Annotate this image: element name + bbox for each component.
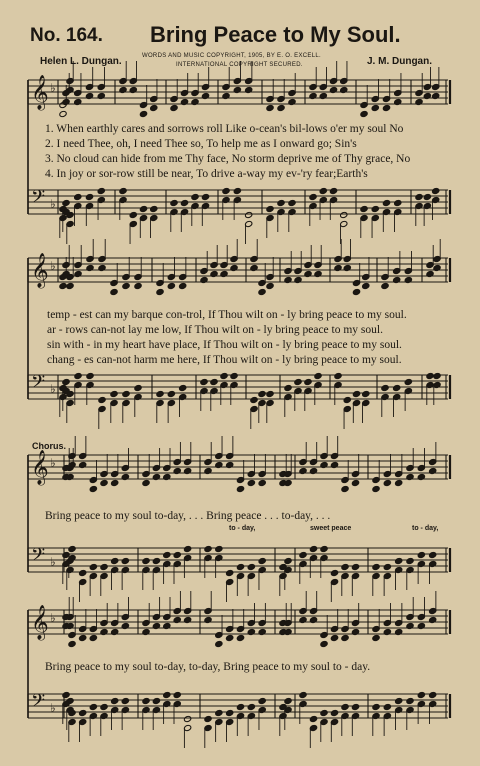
note-head bbox=[417, 473, 425, 480]
note-head bbox=[404, 378, 412, 385]
note-head bbox=[426, 270, 434, 277]
note-head bbox=[204, 545, 212, 552]
note-head bbox=[299, 691, 307, 698]
note-head bbox=[184, 616, 192, 623]
note-head bbox=[236, 563, 244, 570]
note-head bbox=[142, 479, 150, 486]
note-head bbox=[98, 396, 106, 403]
note-head bbox=[222, 187, 230, 194]
note-head bbox=[426, 372, 434, 379]
note-head bbox=[382, 199, 390, 206]
note-head bbox=[210, 270, 218, 277]
note-head bbox=[394, 199, 402, 206]
treble-clef-icon: 𝄞 bbox=[31, 605, 49, 640]
note-head bbox=[304, 378, 312, 385]
note-head bbox=[215, 640, 223, 647]
note-head bbox=[119, 86, 127, 93]
bass-clef-icon: 𝄢 bbox=[31, 691, 46, 716]
note-head bbox=[86, 372, 94, 379]
bass-clef-icon: 𝄢 bbox=[31, 372, 46, 397]
note-head bbox=[236, 703, 244, 710]
note-head bbox=[258, 697, 266, 704]
note-head bbox=[97, 187, 105, 194]
note-head bbox=[309, 616, 317, 623]
flat-sign-icon: ♭ bbox=[50, 701, 56, 715]
flat-sign-icon: ♭ bbox=[50, 611, 56, 625]
flat-sign-icon: ♭ bbox=[50, 259, 56, 273]
note-head bbox=[215, 709, 223, 716]
lyricist-credit: Helen L. Dungan. bbox=[40, 56, 122, 67]
note-head bbox=[383, 628, 391, 635]
note-head bbox=[167, 390, 175, 397]
note-head bbox=[314, 270, 322, 277]
verse-2-line-b: ar - rows can-not lay me low, If Thou wilt on - ly bring peace to my soul. bbox=[47, 324, 383, 336]
note-head bbox=[329, 187, 337, 194]
note-head bbox=[330, 634, 338, 641]
chorus-lyric-line-1: Bring peace to my soul to-day, . . . Bring peace . . . to-day, . . . bbox=[45, 510, 331, 522]
note-head bbox=[201, 193, 209, 200]
hymn-title: Bring Peace to My Soul. bbox=[150, 22, 401, 47]
note-head bbox=[110, 288, 118, 295]
note-head bbox=[200, 378, 208, 385]
note-head bbox=[429, 691, 437, 698]
note-head bbox=[173, 551, 181, 558]
chorus-bass-lyric-b: sweet peace bbox=[310, 525, 352, 532]
note-head bbox=[284, 276, 292, 283]
note-head bbox=[423, 92, 431, 99]
note-head bbox=[59, 110, 67, 117]
note-head bbox=[152, 697, 160, 704]
note-head bbox=[341, 485, 349, 492]
note-head bbox=[184, 545, 192, 552]
verse-4-line-a: 4. In joy or sor-row still be near, To drive a-way my ev-'ry fear;Earth's bbox=[45, 168, 368, 180]
note-head bbox=[406, 557, 414, 564]
note-head bbox=[258, 390, 266, 397]
note-head bbox=[142, 697, 150, 704]
note-head bbox=[258, 479, 266, 486]
bass-clef-icon: 𝄢 bbox=[31, 545, 46, 570]
note-head bbox=[417, 551, 425, 558]
note-head bbox=[220, 372, 228, 379]
note-head bbox=[284, 557, 292, 564]
treble-clef-icon: 𝄞 bbox=[31, 450, 49, 485]
note-head bbox=[334, 372, 342, 379]
note-head bbox=[121, 622, 129, 629]
note-head bbox=[139, 205, 147, 212]
note-head bbox=[134, 384, 142, 391]
note-head bbox=[382, 104, 390, 111]
note-head bbox=[309, 545, 317, 552]
note-head bbox=[180, 199, 188, 206]
note-head bbox=[371, 104, 379, 111]
note-head bbox=[429, 467, 437, 474]
note-head bbox=[74, 270, 82, 277]
note-head bbox=[320, 709, 328, 716]
note-head bbox=[191, 193, 199, 200]
note-head bbox=[247, 703, 255, 710]
flat-sign-icon: ♭ bbox=[50, 81, 56, 95]
treble-clef-icon: 𝄞 bbox=[31, 75, 49, 110]
note-head bbox=[294, 378, 302, 385]
note-head bbox=[152, 622, 160, 629]
note-head bbox=[74, 98, 82, 105]
note-head bbox=[139, 110, 147, 117]
note-head bbox=[432, 92, 440, 99]
note-head bbox=[383, 563, 391, 570]
note-head bbox=[277, 104, 285, 111]
note-head bbox=[284, 384, 292, 391]
note-head bbox=[341, 563, 349, 570]
verse-3-line-a: 3. No cloud can hide from me Thy face, No storm deprive me of Thy grace, No bbox=[45, 153, 411, 165]
note-head bbox=[395, 479, 403, 486]
note-head bbox=[309, 467, 317, 474]
note-head bbox=[66, 282, 74, 289]
note-head bbox=[247, 628, 255, 635]
note-head bbox=[110, 390, 118, 397]
note-head bbox=[381, 282, 389, 289]
note-head bbox=[85, 92, 93, 99]
note-head bbox=[119, 187, 127, 194]
note-head bbox=[97, 92, 105, 99]
note-head bbox=[121, 473, 129, 480]
note-head bbox=[121, 557, 129, 564]
note-head bbox=[100, 563, 108, 570]
note-head bbox=[432, 187, 440, 194]
note-head bbox=[330, 709, 338, 716]
note-head bbox=[226, 634, 234, 641]
note-head bbox=[423, 193, 431, 200]
note-head bbox=[343, 396, 351, 403]
note-head bbox=[341, 703, 349, 710]
note-head bbox=[68, 640, 76, 647]
treble-clef-icon: 𝄞 bbox=[31, 253, 49, 288]
note-head bbox=[62, 378, 70, 385]
note-head bbox=[351, 703, 359, 710]
note-head bbox=[156, 288, 164, 295]
note-head bbox=[134, 282, 142, 289]
note-head bbox=[201, 92, 209, 99]
note-head bbox=[299, 551, 307, 558]
note-head bbox=[245, 86, 253, 93]
note-head bbox=[319, 92, 327, 99]
note-head bbox=[334, 264, 342, 271]
verse-2-line-a: 2. I need Thee, oh, I need Thee so, To help me as I onward go; Sin's bbox=[45, 138, 357, 150]
note-head bbox=[226, 709, 234, 716]
note-head bbox=[383, 703, 391, 710]
note-head bbox=[121, 697, 129, 704]
note-head bbox=[383, 479, 391, 486]
note-head bbox=[173, 467, 181, 474]
note-head bbox=[204, 616, 212, 623]
note-head bbox=[86, 264, 94, 271]
note-head bbox=[250, 264, 258, 271]
note-head bbox=[277, 199, 285, 206]
note-head bbox=[372, 703, 380, 710]
note-head bbox=[320, 640, 328, 647]
note-head bbox=[395, 557, 403, 564]
composer-credit: J. M. Dungan. bbox=[367, 56, 432, 67]
chorus-bass-lyric-a: to - day, bbox=[229, 525, 256, 532]
note-head bbox=[62, 98, 70, 105]
note-head bbox=[111, 697, 119, 704]
note-head bbox=[111, 479, 119, 486]
note-head bbox=[173, 691, 181, 698]
note-head bbox=[179, 384, 187, 391]
note-head bbox=[79, 634, 87, 641]
note-head bbox=[372, 563, 380, 570]
note-head bbox=[415, 193, 423, 200]
note-head bbox=[129, 86, 137, 93]
note-head bbox=[150, 104, 158, 111]
note-head bbox=[352, 288, 360, 295]
note-head bbox=[170, 199, 178, 206]
note-head bbox=[150, 205, 158, 212]
note-head bbox=[163, 691, 171, 698]
note-head bbox=[417, 691, 425, 698]
note-head bbox=[184, 467, 192, 474]
flat-sign-icon: ♭ bbox=[50, 456, 56, 470]
note-head bbox=[266, 104, 274, 111]
note-head bbox=[100, 628, 108, 635]
note-head bbox=[381, 384, 389, 391]
note-head bbox=[294, 276, 302, 283]
note-head bbox=[320, 545, 328, 552]
note-head bbox=[79, 709, 87, 716]
note-head bbox=[74, 372, 82, 379]
note-head bbox=[319, 187, 327, 194]
note-head bbox=[360, 205, 368, 212]
note-head bbox=[406, 697, 414, 704]
note-head bbox=[142, 628, 150, 635]
note-head bbox=[299, 467, 307, 474]
flat-sign-icon: ♭ bbox=[50, 382, 56, 396]
note-head bbox=[329, 86, 337, 93]
note-head bbox=[220, 270, 228, 277]
note-head bbox=[258, 628, 266, 635]
flat-sign-icon: ♭ bbox=[50, 555, 56, 569]
note-head bbox=[341, 634, 349, 641]
note-head bbox=[284, 697, 292, 704]
note-head bbox=[163, 551, 171, 558]
note-head bbox=[191, 98, 199, 105]
note-head bbox=[59, 282, 67, 289]
note-head bbox=[360, 110, 368, 117]
note-head bbox=[89, 703, 97, 710]
note-head bbox=[340, 211, 348, 218]
note-head bbox=[79, 569, 87, 576]
note-head bbox=[351, 479, 359, 486]
note-head bbox=[395, 628, 403, 635]
note-head bbox=[68, 545, 76, 552]
note-head bbox=[266, 282, 274, 289]
note-head bbox=[152, 473, 160, 480]
note-head bbox=[167, 282, 175, 289]
note-head bbox=[230, 372, 238, 379]
note-head bbox=[122, 282, 130, 289]
note-head bbox=[89, 485, 97, 492]
note-head bbox=[351, 563, 359, 570]
note-head bbox=[304, 270, 312, 277]
chorus-label: Chorus. bbox=[32, 441, 67, 451]
note-head bbox=[170, 104, 178, 111]
note-head bbox=[163, 473, 171, 480]
note-head bbox=[226, 569, 234, 576]
note-head bbox=[245, 211, 253, 218]
note-head bbox=[236, 634, 244, 641]
bass-clef-icon: 𝄢 bbox=[31, 187, 46, 212]
note-head bbox=[200, 276, 208, 283]
note-head bbox=[100, 479, 108, 486]
verse-1-line-b: temp - est can my barque con-trol, If Thou wilt on - ly bring peace to my soul. bbox=[47, 309, 407, 321]
note-head bbox=[100, 703, 108, 710]
note-head bbox=[222, 92, 230, 99]
note-head bbox=[179, 282, 187, 289]
note-head bbox=[204, 467, 212, 474]
note-head bbox=[429, 551, 437, 558]
note-head bbox=[215, 461, 223, 468]
note-head bbox=[288, 98, 296, 105]
note-head bbox=[258, 288, 266, 295]
note-head bbox=[122, 390, 130, 397]
note-head bbox=[226, 461, 234, 468]
note-head bbox=[372, 485, 380, 492]
note-head bbox=[343, 264, 351, 271]
note-head bbox=[266, 205, 274, 212]
verse-1-line-a: 1. When earthly cares and sorrows roll Like o-cean's bil-lows o'er my soul No bbox=[45, 123, 404, 135]
note-head bbox=[163, 622, 171, 629]
note-head bbox=[98, 264, 106, 271]
note-head bbox=[393, 276, 401, 283]
note-head bbox=[371, 205, 379, 212]
note-head bbox=[204, 715, 212, 722]
verse-3-line-b: sin with - in my heart have place, If Thou wilt on - ly bring peace to my soul. bbox=[47, 339, 402, 351]
note-head bbox=[173, 616, 181, 623]
note-head bbox=[266, 390, 274, 397]
note-head bbox=[62, 199, 70, 206]
note-head bbox=[433, 372, 441, 379]
note-head bbox=[215, 545, 223, 552]
note-head bbox=[288, 199, 296, 206]
note-head bbox=[372, 634, 380, 641]
note-head bbox=[89, 563, 97, 570]
note-head bbox=[415, 98, 423, 105]
note-head bbox=[156, 390, 164, 397]
note-head bbox=[184, 715, 192, 722]
copyright-secured-line: INTERNATIONAL COPYRIGHT SECURED. bbox=[176, 62, 303, 68]
flat-sign-icon: ♭ bbox=[50, 197, 56, 211]
note-head bbox=[74, 193, 82, 200]
note-head bbox=[210, 378, 218, 385]
note-head bbox=[258, 557, 266, 564]
note-head bbox=[352, 390, 360, 397]
note-head bbox=[236, 485, 244, 492]
chorus-lyric-line-2: Bring peace to my soul to-day, to-day, Bring peace to my soul to - day. bbox=[45, 661, 371, 673]
note-head bbox=[395, 697, 403, 704]
note-head bbox=[85, 193, 93, 200]
copyright-line: WORDS AND MUSIC COPYRIGHT, 1905, BY E. O. EXCELL. bbox=[142, 53, 321, 59]
note-head bbox=[111, 628, 119, 635]
note-head bbox=[404, 276, 412, 283]
note-head bbox=[340, 86, 348, 93]
chorus-bass-lyric-c: to - day, bbox=[412, 525, 439, 532]
note-head bbox=[111, 557, 119, 564]
verse-4-line-b: chang - es can-not harm me here, If Thou wilt on - ly bring peace to my soul. bbox=[47, 354, 402, 366]
note-head bbox=[320, 461, 328, 468]
note-head bbox=[129, 211, 137, 218]
note-head bbox=[152, 557, 160, 564]
note-head bbox=[247, 563, 255, 570]
note-head bbox=[362, 390, 370, 397]
note-head bbox=[406, 473, 414, 480]
note-head bbox=[142, 557, 150, 564]
note-head bbox=[233, 187, 241, 194]
note-head bbox=[417, 622, 425, 629]
note-head bbox=[330, 461, 338, 468]
note-head bbox=[314, 372, 322, 379]
note-head bbox=[247, 479, 255, 486]
note-head bbox=[79, 461, 87, 468]
note-head bbox=[393, 384, 401, 391]
note-head bbox=[394, 98, 402, 105]
note-head bbox=[233, 86, 241, 93]
note-head bbox=[433, 264, 441, 271]
note-head bbox=[429, 616, 437, 623]
note-head bbox=[309, 715, 317, 722]
note-head bbox=[299, 616, 307, 623]
hymn-number: No. 164. bbox=[30, 25, 103, 46]
note-head bbox=[362, 282, 370, 289]
note-head bbox=[89, 634, 97, 641]
note-head bbox=[62, 691, 70, 698]
note-head bbox=[230, 264, 238, 271]
note-head bbox=[330, 569, 338, 576]
note-head bbox=[180, 98, 188, 105]
note-head bbox=[309, 92, 317, 99]
note-head bbox=[309, 193, 317, 200]
note-head bbox=[250, 396, 258, 403]
note-head bbox=[351, 628, 359, 635]
note-head bbox=[406, 622, 414, 629]
